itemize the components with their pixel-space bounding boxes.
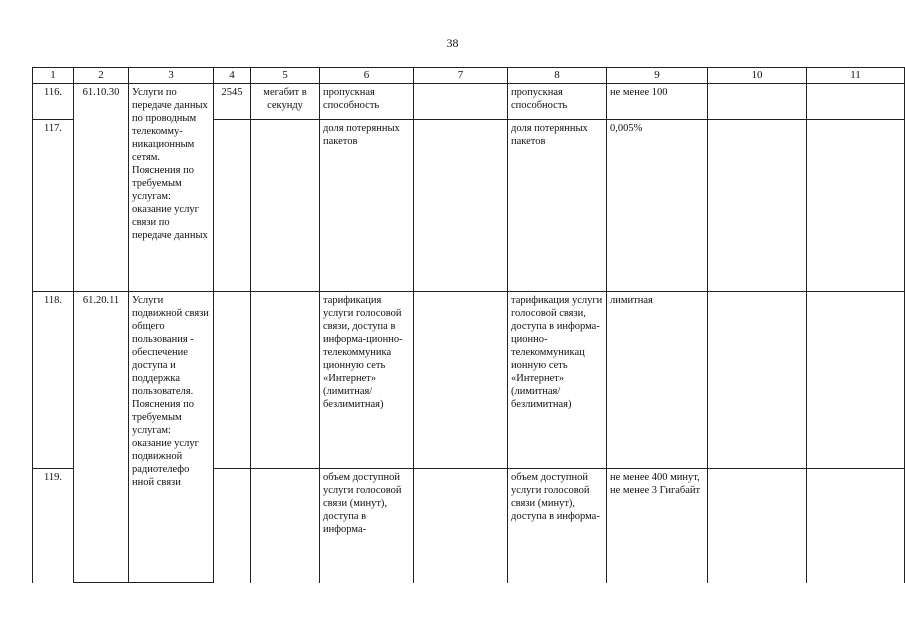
characteristic-name-approved: тарификация услуги голосовой связи, доступа в информа-ционно-телекоммуникац ионную сеть «Интернет» (лимитная/ безлимитная) <box>508 292 607 469</box>
column-header: 7 <box>414 68 508 84</box>
characteristic-name-approved: объем доступной услуги голосовой связи (минут), доступа в информа- <box>508 469 607 583</box>
row-number: 118. <box>33 292 74 469</box>
characteristic-name-approved: доля потерянных пакетов <box>508 120 607 292</box>
row-number: 119. <box>33 469 74 583</box>
characteristic-value: 0,005% <box>607 120 708 292</box>
table-row <box>33 84 905 120</box>
column-header: 2 <box>74 68 129 84</box>
column-header: 10 <box>708 68 807 84</box>
okpd2-code: 61.10.30 <box>74 84 129 292</box>
column-header: 3 <box>129 68 214 84</box>
empty-cell <box>807 292 905 469</box>
empty-cell <box>708 469 807 583</box>
empty-cell <box>414 84 508 120</box>
empty-cell <box>414 120 508 292</box>
characteristic-name: тарификация услуги голосовой связи, доступа в информа-ционно-телекоммуника ционную сеть «Интернет» (лимитная/ безлимитная) <box>320 292 414 469</box>
characteristic-name: объем доступной услуги голосовой связи (минут), доступа в информа- <box>320 469 414 583</box>
column-header: 8 <box>508 68 607 84</box>
empty-cell <box>807 84 905 120</box>
service-name: Услуги подвижной связи общего пользования - обеспечение доступа и поддержка пользователя. Пояснения по требуемым услугам: оказание услуг подвижной радиотелефо нной связи <box>129 292 214 583</box>
empty-cell <box>214 120 251 292</box>
characteristic-name: доля потерянных пакетов <box>320 120 414 292</box>
empty-cell <box>414 292 508 469</box>
empty-cell <box>214 469 251 583</box>
okpd2-code: 61.20.11 <box>74 292 129 583</box>
empty-cell <box>214 292 251 469</box>
column-header: 1 <box>33 68 74 84</box>
characteristic-value: не менее 100 <box>607 84 708 120</box>
characteristic-value: не менее 400 минут, не менее 3 Гигабайт <box>607 469 708 583</box>
page-number: 38 <box>446 36 459 50</box>
empty-cell <box>708 292 807 469</box>
empty-cell <box>708 120 807 292</box>
unit-name: мегабит в секунду <box>251 84 320 120</box>
empty-cell <box>251 120 320 292</box>
column-header: 11 <box>807 68 905 84</box>
empty-cell <box>708 84 807 120</box>
service-name: Услуги по передаче данных по проводным телекомму-никационным сетям. Пояснения по требуемым услугам: оказание услуг связи по передаче данных <box>129 84 214 292</box>
empty-cell <box>414 469 508 583</box>
column-header: 9 <box>607 68 708 84</box>
characteristic-name: пропускная способность <box>320 84 414 120</box>
empty-cell <box>807 120 905 292</box>
empty-cell <box>251 469 320 583</box>
table-row <box>33 292 905 469</box>
column-header: 5 <box>251 68 320 84</box>
characteristic-name-approved: пропускная способность <box>508 84 607 120</box>
row-number: 117. <box>33 120 74 292</box>
column-number-row <box>33 68 905 84</box>
requirements-table <box>32 67 905 583</box>
okei-code: 2545 <box>214 84 251 120</box>
row-number: 116. <box>33 84 74 120</box>
column-header: 4 <box>214 68 251 84</box>
empty-cell <box>251 292 320 469</box>
characteristic-value: лимитная <box>607 292 708 469</box>
column-header: 6 <box>320 68 414 84</box>
empty-cell <box>807 469 905 583</box>
